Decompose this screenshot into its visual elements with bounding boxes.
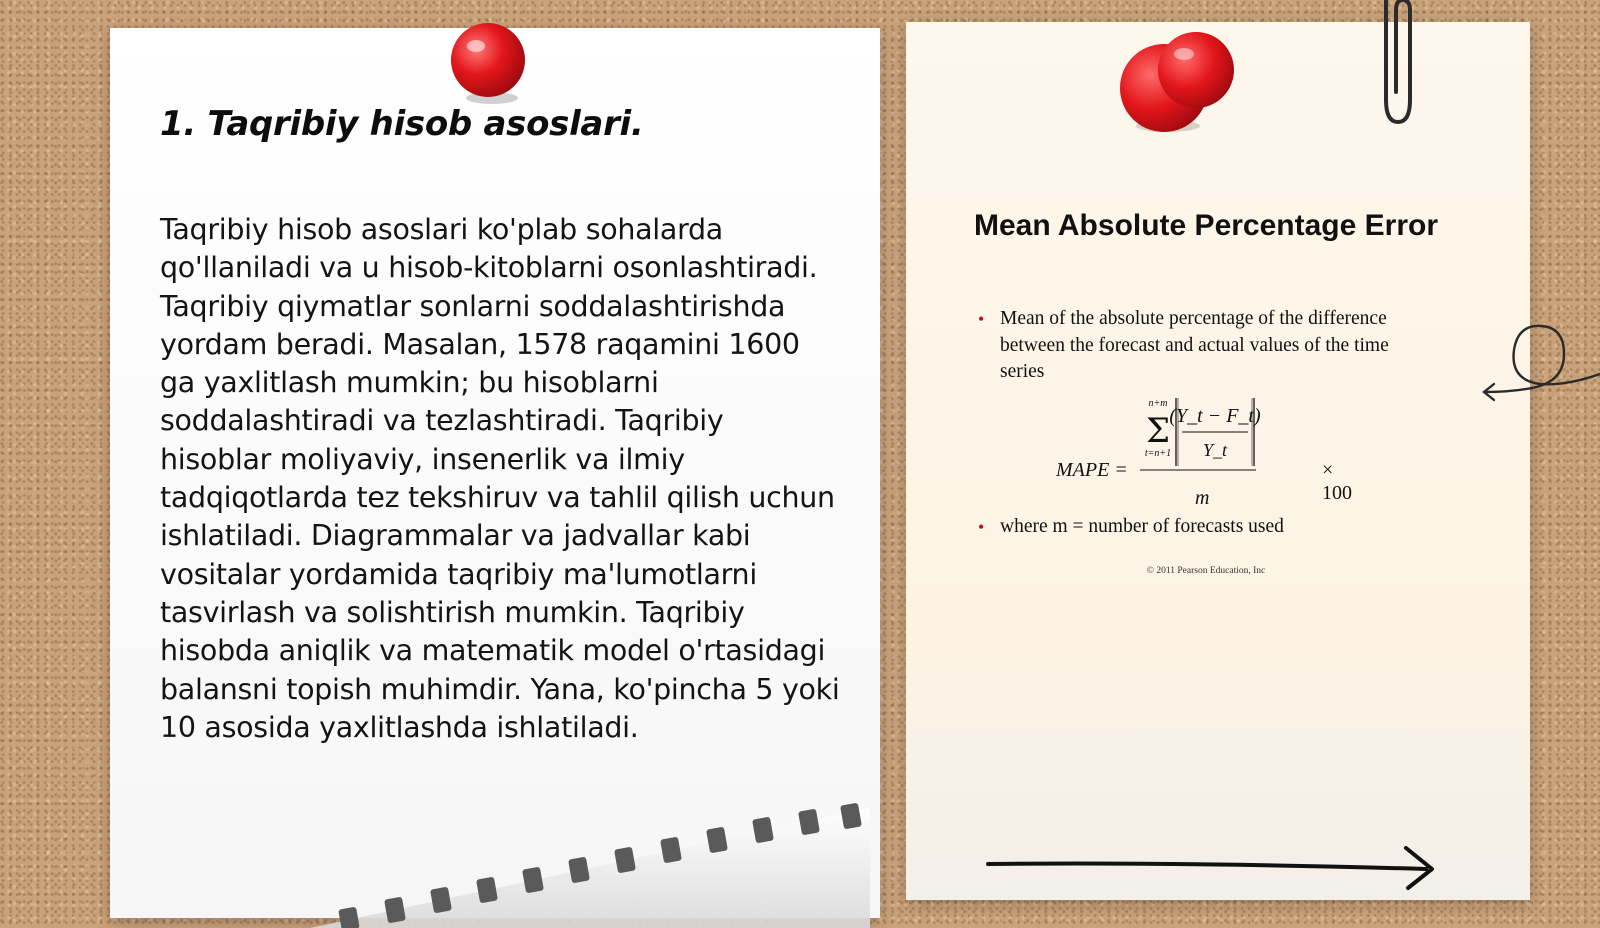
definition-bullets bbox=[978, 306, 1398, 386]
mape-formula bbox=[1056, 390, 1356, 510]
arrow-right-icon bbox=[986, 842, 1456, 892]
abs-numerator: (Y_t − F_t) bbox=[1169, 405, 1261, 427]
string-loop-decoration bbox=[1480, 310, 1600, 410]
abs-denominator: Y_t bbox=[1202, 440, 1228, 460]
right-note-paper bbox=[906, 22, 1530, 900]
formula-denominator: m bbox=[1195, 487, 1210, 509]
definition-bullet: • Mean of the absolute percentage of the difference between the forecast and actual values of the time series bbox=[978, 306, 1398, 386]
note-heading: 1. Taqribiy hisob asoslari. bbox=[160, 104, 644, 144]
formula-fraction bbox=[1136, 390, 1326, 490]
left-note-paper bbox=[110, 28, 880, 918]
sum-lower-limit: t=n+1 bbox=[1144, 448, 1172, 459]
paperclip-icon bbox=[1374, 0, 1424, 130]
where-bullet: • where m = number of forecasts used bbox=[978, 514, 1420, 541]
formula-multiplier: × 100 bbox=[1322, 459, 1352, 504]
tape-strip-decoration bbox=[310, 788, 870, 928]
pushpin-icon bbox=[448, 20, 538, 110]
sum-symbol-icon: Σ bbox=[1145, 411, 1171, 451]
note-body-text: Taqribiy hisob asoslari ko'plab sohalarda qo'llaniladi va u hisob-kitoblarni osonlashtiradi. Taqribiy qiymatlar sonlarni soddalashtirishda yordam beradi. Masalan, 1578 raqamini 1600 ga yaxlitlash mumkin; bu hisoblarni soddalashtiradi va tezlashtiradi. Taqribiy hisoblar moliyaviy, insenerlik va ilmiy tadqiqotlarda tez tekshiruv va tahlil qilish uchun ishlatiladi. Diagrammalar va jadvallar kabi vositalar yordamida taqribiy ma'lumotlarni tasvirlash va solishtirish mumkin. Taqribiy hisobda aniqlik va matematik model o'rtasidagi balansni topish muhimdir. Yana, ko'pincha 5 yoki 10 asosida yaxlitlashda ishlatiladi. bbox=[160, 213, 840, 744]
sum-upper-limit: n+m bbox=[1148, 398, 1168, 409]
copyright-text: © 2011 Pearson Education, Inc bbox=[1146, 566, 1266, 576]
mape-slide-title: Mean Absolute Percentage Error bbox=[973, 209, 1439, 242]
formula-lhs: MAPE = bbox=[1056, 459, 1128, 481]
pushpin-icon bbox=[1118, 26, 1248, 136]
